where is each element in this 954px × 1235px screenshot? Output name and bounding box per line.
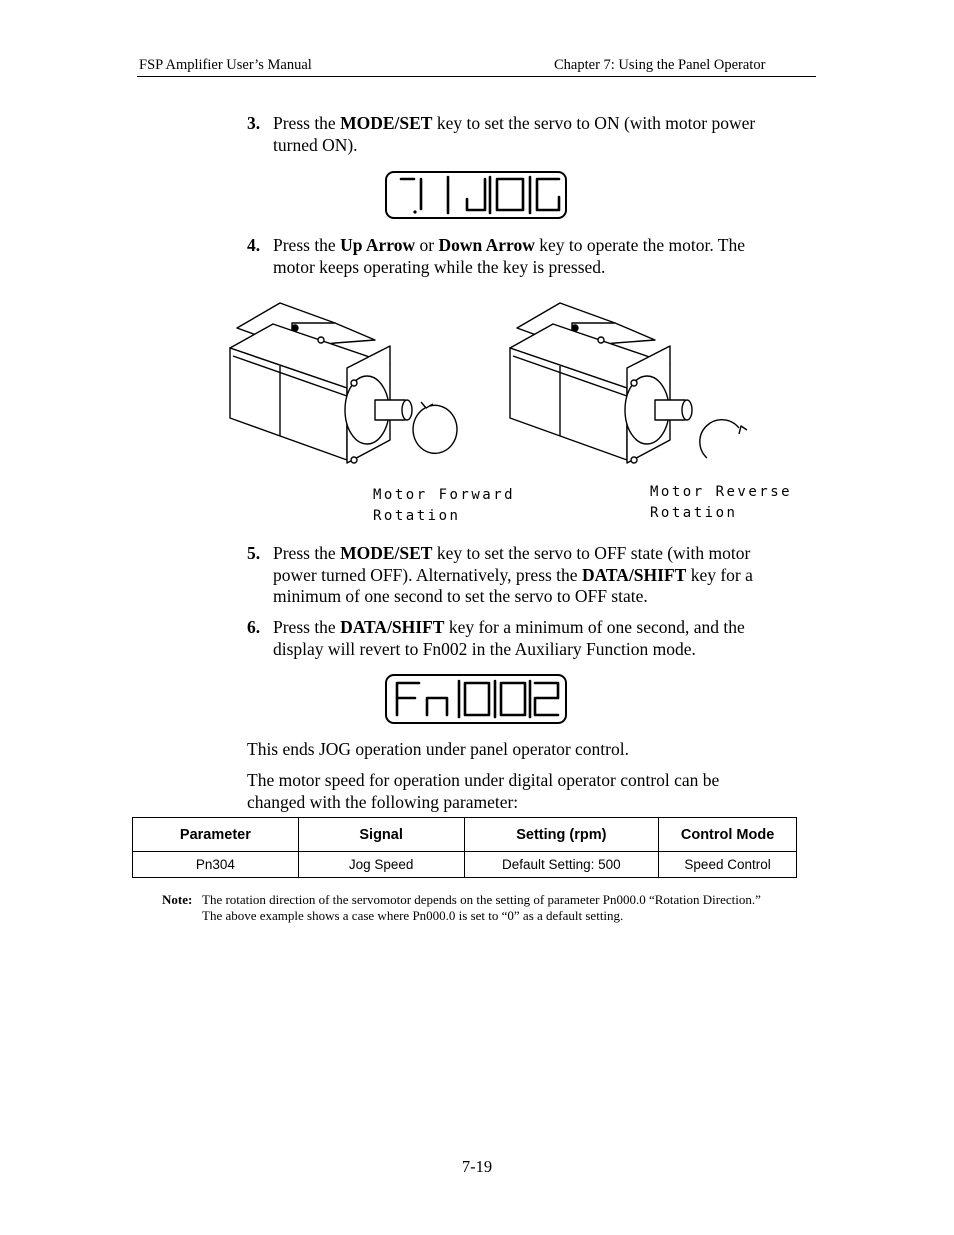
note-label: Note: — [162, 892, 193, 907]
step-number: 5. — [247, 543, 261, 563]
key-name: DATA/SHIFT — [581, 564, 687, 585]
step-text: power turned OFF). Alternatively, press the — [273, 564, 582, 585]
table-row — [133, 852, 797, 878]
step-number: 3. — [247, 113, 261, 133]
step-text: key for a — [686, 564, 753, 585]
step-text: Press the — [273, 543, 341, 563]
speed-paragraph — [247, 770, 807, 813]
note-line: The above example shows a case where Pn000.0 is set to “0” as a default setting. — [202, 908, 624, 923]
step-text: motor keeps operating while the key is pressed. — [273, 256, 606, 277]
step-3 — [247, 113, 807, 156]
key-name: MODE/SET — [340, 113, 433, 133]
step-number: 4. — [247, 235, 261, 255]
table-header-row — [133, 818, 797, 852]
note-text — [202, 892, 822, 924]
step-4 — [247, 235, 807, 278]
motor-reverse-illustration — [510, 303, 747, 463]
column-header: Signal — [298, 818, 464, 852]
jog-end-paragraph: This ends JOG operation under panel operator control. — [247, 739, 629, 759]
step-text: or — [415, 235, 439, 255]
table-cell: Pn304 — [133, 852, 299, 878]
step-text: Press the — [273, 113, 341, 133]
step-6 — [247, 617, 807, 660]
step-text: Press the — [273, 617, 341, 637]
fn002-display-segments — [387, 676, 564, 721]
column-header: Control Mode — [659, 818, 797, 852]
step-text: key for a minimum of one second, and the — [444, 617, 745, 637]
motor-rotation-figure — [225, 298, 785, 473]
note-line: The rotation direction of the servomotor depends on the setting of parameter Pn000.0 “Rotation Direction.” — [202, 892, 761, 907]
key-name: Down Arrow — [438, 235, 535, 255]
step-5 — [247, 543, 807, 608]
table-cell: Jog Speed — [298, 852, 464, 878]
parameter-table — [132, 817, 797, 878]
step-text: Press the — [273, 235, 341, 255]
forward-rotation-label — [373, 485, 515, 527]
label-line: Motor Reverse — [650, 484, 793, 500]
step-text: display will revert to Fn002 in the Auxiliary Function mode. — [273, 638, 696, 659]
step-text: minimum of one second to set the servo to OFF state. — [273, 586, 648, 606]
key-name: MODE/SET — [340, 543, 433, 563]
label-line: Rotation — [650, 505, 738, 521]
table-cell: Speed Control — [659, 852, 797, 878]
step-text: key to set the servo to OFF state (with motor — [432, 543, 751, 563]
step-text: turned ON). — [273, 134, 358, 155]
step-text: key to set the servo to ON (with motor power — [432, 113, 756, 133]
label-line: Rotation — [373, 508, 461, 524]
jog-display — [385, 171, 567, 219]
column-header: Setting (rpm) — [464, 818, 659, 852]
header-rule — [137, 76, 816, 77]
fn002-display — [385, 674, 567, 724]
key-name: Up Arrow — [340, 235, 416, 255]
paragraph-line: The motor speed for operation under digital operator control can be — [247, 770, 720, 790]
jog-display-segments — [387, 173, 564, 216]
step-number: 6. — [247, 617, 261, 637]
label-line: Motor Forward — [373, 487, 516, 503]
step-text: key to operate the motor. The — [534, 235, 745, 255]
paragraph-line: changed with the following parameter: — [247, 791, 519, 812]
header-chapter-title: Chapter 7: Using the Panel Operator — [554, 57, 766, 73]
key-name: DATA/SHIFT — [340, 617, 445, 637]
motor-forward-illustration — [230, 303, 457, 463]
table-cell: Default Setting: 500 — [464, 852, 659, 878]
column-header: Parameter — [133, 818, 299, 852]
reverse-rotation-label — [650, 482, 792, 524]
header-manual-title: FSP Amplifier User’s Manual — [139, 57, 312, 73]
page-number: 7-19 — [461, 1157, 493, 1176]
